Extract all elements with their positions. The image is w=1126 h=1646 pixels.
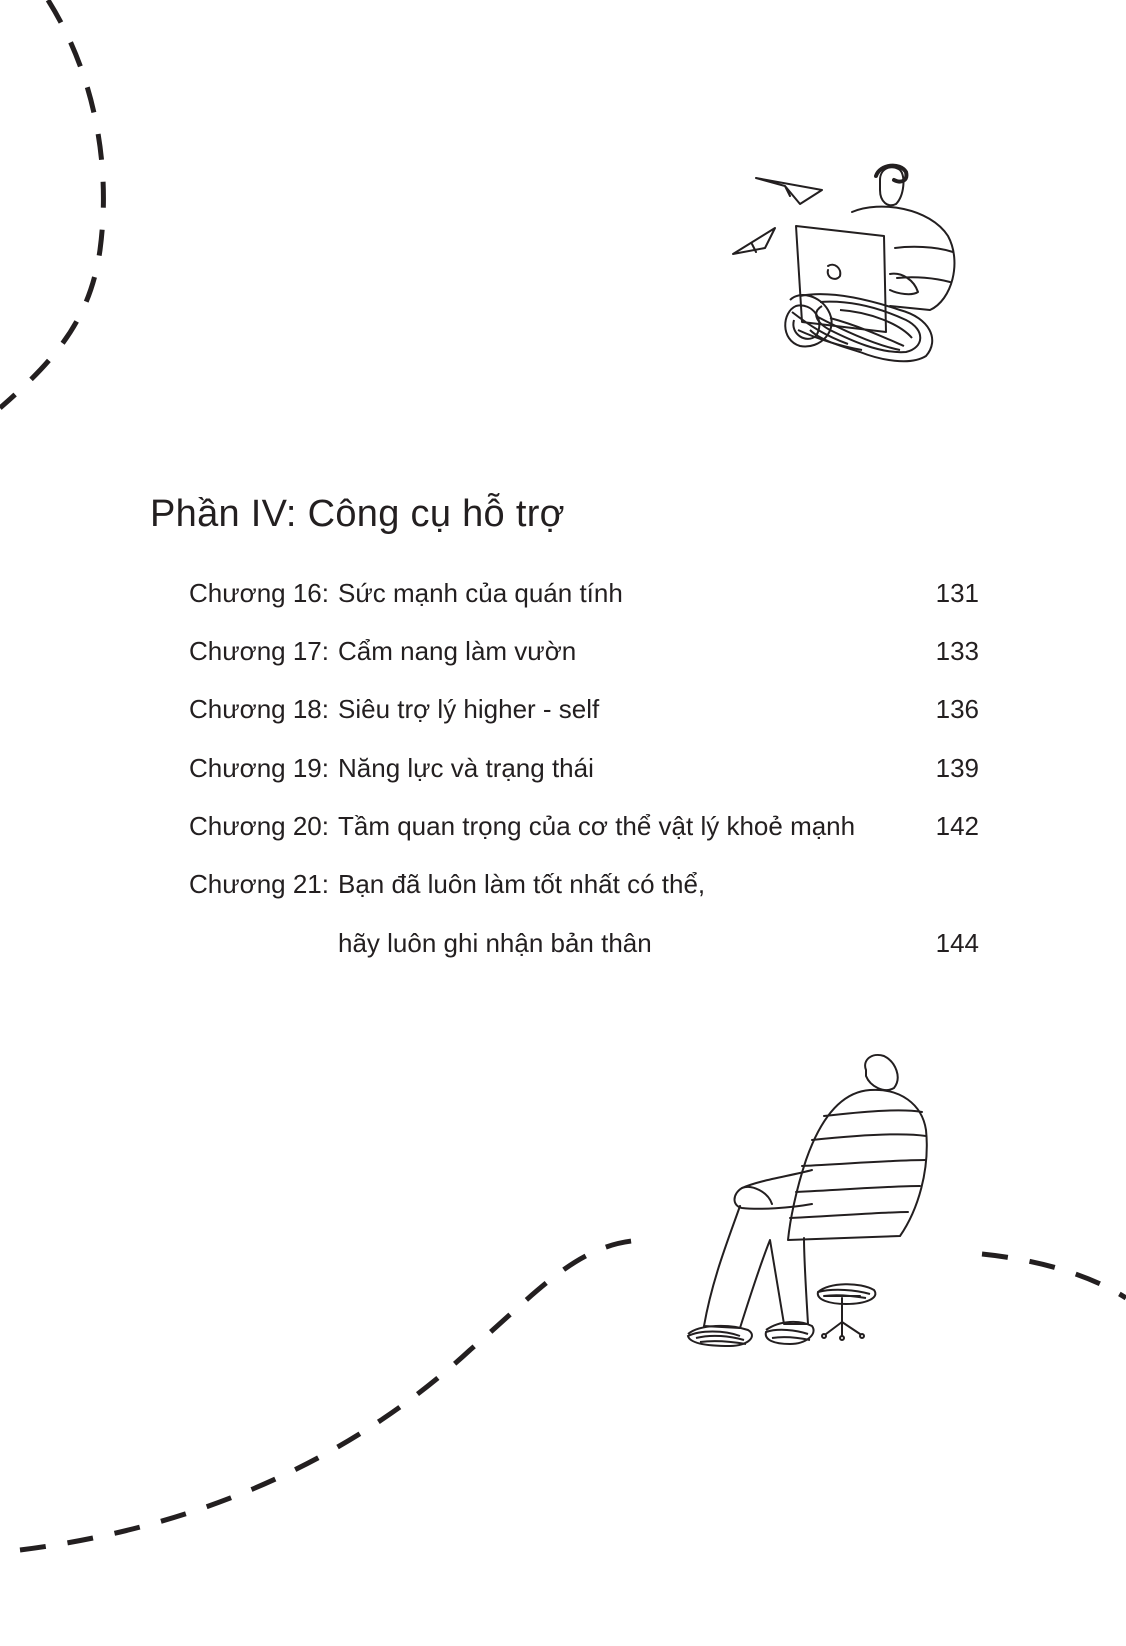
page-number: 144 bbox=[935, 928, 979, 958]
chapter-label: Chương 20: bbox=[189, 811, 329, 841]
chapter-title: Sức mạnh của quán tính bbox=[338, 578, 623, 608]
page-number: 133 bbox=[935, 636, 979, 666]
page-number: 142 bbox=[935, 811, 979, 841]
chapter-title: Năng lực và trạng thái bbox=[338, 753, 594, 783]
chapter-label: Chương 17: bbox=[189, 636, 329, 666]
toc-entry[interactable] bbox=[189, 864, 989, 904]
person-head bbox=[865, 1055, 898, 1090]
chapter-title: Bạn đã luôn làm tốt nhất có thể, bbox=[338, 869, 706, 899]
chapter-title: hãy luôn ghi nhận bản thân bbox=[338, 928, 652, 958]
chapter-title: Cẩm nang làm vườn bbox=[338, 636, 577, 666]
toc-entry-continuation[interactable] bbox=[189, 923, 989, 963]
toc-entry[interactable] bbox=[189, 748, 989, 788]
chapter-label: Chương 21: bbox=[189, 869, 329, 899]
toc-entry[interactable] bbox=[189, 806, 989, 846]
chapter-title: Tầm quan trọng của cơ thể vật lý khoẻ mạnh bbox=[338, 811, 856, 841]
page-number: 136 bbox=[935, 694, 979, 724]
person-legs bbox=[704, 1206, 808, 1328]
chapter-label: Chương 18: bbox=[189, 694, 329, 724]
toc-entry[interactable] bbox=[189, 631, 989, 671]
toc-entry[interactable] bbox=[189, 573, 989, 613]
toc-entry[interactable] bbox=[189, 689, 989, 729]
page-number: 131 bbox=[935, 578, 979, 608]
part-title: Phần IV: Công cụ hỗ trợ bbox=[150, 493, 565, 535]
page-number: 139 bbox=[935, 753, 979, 783]
chapter-label: Chương 19: bbox=[189, 753, 329, 783]
chapter-title: Siêu trợ lý higher - self bbox=[338, 694, 600, 724]
chapter-label: Chương 16: bbox=[189, 578, 329, 608]
